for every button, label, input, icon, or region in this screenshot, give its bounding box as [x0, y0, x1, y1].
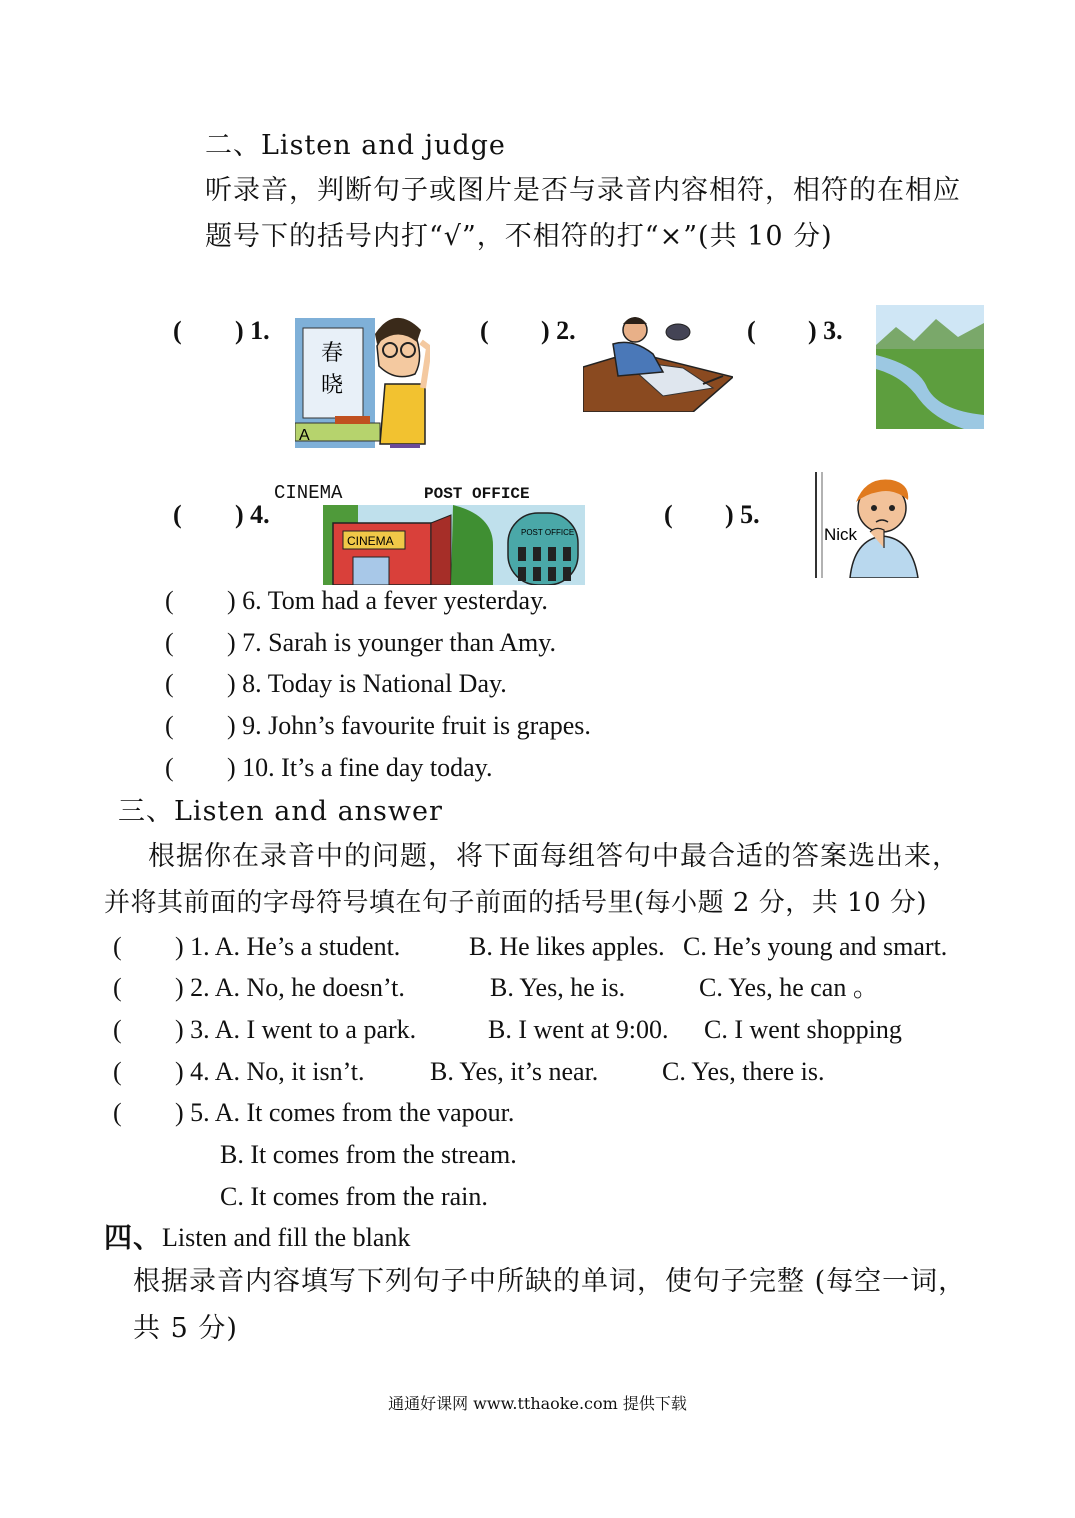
answer-bracket-q5[interactable]: ( — [113, 1098, 122, 1127]
question-1-option-a: ) 1. A. He’s a student. — [175, 932, 401, 961]
question-2-option-a: ) 2. A. No, he doesn’t. — [175, 973, 405, 1002]
answer-bracket-10[interactable]: ( — [165, 753, 174, 782]
chunwan-char-1: 春 — [321, 341, 344, 366]
sentence-8: ) 8. Today is National Day. — [227, 669, 507, 698]
post-office-caption: POST OFFICE — [424, 485, 530, 503]
question-4-option-b: B. Yes, it’s near. — [430, 1057, 599, 1086]
answer-bracket-5[interactable]: ( — [664, 500, 673, 529]
sentence-9: ) 9. John’s favourite fruit is grapes. — [227, 711, 591, 740]
chunwan-char-2: 晓 — [321, 373, 344, 398]
answer-bracket-9[interactable]: ( — [165, 711, 174, 740]
answer-bracket-q4[interactable]: ( — [113, 1057, 122, 1086]
footer-source: 通通好课网 www.tthaoke.com 提供下载 — [388, 1394, 687, 1413]
question-3-option-a: ) 3. A. I went to a park. — [175, 1015, 417, 1044]
item-number-5: ) 5. — [725, 500, 760, 529]
answer-bracket-4[interactable]: ( — [173, 500, 182, 529]
section-4-title: Listen and fill the blank — [162, 1223, 411, 1252]
question-5-option-c: C. It comes from the rain. — [220, 1182, 488, 1211]
section-4-number: 四、 — [104, 1221, 163, 1254]
section-2-instruction-line2: 题号下的括号内打“√”，不相符的打“×”(共 10 分) — [205, 221, 833, 252]
answer-bracket-2[interactable]: ( — [480, 316, 489, 345]
question-2-option-c: C. Yes, he can 。 — [699, 973, 879, 1002]
question-3-option-b: B. I went at 9:00. — [488, 1015, 669, 1044]
question-1-option-b: B. He likes apples. — [469, 932, 665, 961]
cinema-caption: CINEMA — [274, 482, 343, 504]
sentence-10: ) 10. It’s a fine day today. — [227, 753, 493, 782]
nick-label: Nick — [824, 525, 858, 544]
item-number-3: ) 3. — [808, 316, 843, 345]
question-5-option-b: B. It comes from the stream. — [220, 1140, 517, 1169]
answer-bracket-q1[interactable]: ( — [113, 932, 122, 961]
answer-bracket-q3[interactable]: ( — [113, 1015, 122, 1044]
answer-bracket-7[interactable]: ( — [165, 628, 174, 657]
section-2-title: 二、Listen and judge — [205, 130, 506, 161]
item-number-2: ) 2. — [541, 316, 576, 345]
post-office-sign: POST OFFICE — [521, 528, 575, 537]
boy-reading-poem-picture — [295, 288, 430, 448]
answer-bracket-q2[interactable]: ( — [113, 973, 122, 1002]
section-4-instruction-line1: 根据录音内容填写下列句子中所缺的单词，使句子完整 (每空一词， — [133, 1266, 967, 1297]
section-3-title: 三、Listen and answer — [118, 796, 443, 827]
river-landscape-picture — [876, 305, 984, 429]
answer-bracket-6[interactable]: ( — [165, 586, 174, 615]
cinema-and-post-office-picture — [323, 505, 585, 585]
section-3-instruction-line1: 根据你在录音中的问题，将下面每组答句中最合适的答案选出来， — [148, 841, 960, 872]
item-number-4: ) 4. — [235, 500, 270, 529]
man-at-desk-picture — [583, 312, 733, 412]
letter-a: A — [299, 427, 310, 444]
item-number-1: ) 1. — [235, 316, 270, 345]
question-3-option-c: C. I went shopping — [704, 1015, 902, 1044]
question-1-option-c: C. He’s young and smart. — [683, 932, 948, 961]
section-4-instruction-line2: 共 5 分) — [133, 1313, 238, 1344]
sentence-6: ) 6. Tom had a fever yesterday. — [227, 586, 548, 615]
section-2-instruction-line1: 听录音，判断句子或图片是否与录音内容相符，相符的在相应 — [205, 175, 961, 206]
question-5-option-a: ) 5. A. It comes from the vapour. — [175, 1098, 515, 1127]
question-4-option-a: ) 4. A. No, it isn’t. — [175, 1057, 365, 1086]
sentence-7: ) 7. Sarah is younger than Amy. — [227, 628, 557, 657]
answer-bracket-1[interactable]: ( — [173, 316, 182, 345]
section-3-instruction-line2: 并将其前面的字母符号填在句子前面的括号里(每小题 2 分，共 10 分) — [104, 888, 927, 918]
cinema-sign: CINEMA — [347, 534, 394, 548]
answer-bracket-3[interactable]: ( — [747, 316, 756, 345]
answer-bracket-8[interactable]: ( — [165, 669, 174, 698]
question-2-option-b: B. Yes, he is. — [490, 973, 626, 1002]
nick-thinking-picture — [812, 472, 934, 578]
question-4-option-c: C. Yes, there is. — [662, 1057, 825, 1086]
